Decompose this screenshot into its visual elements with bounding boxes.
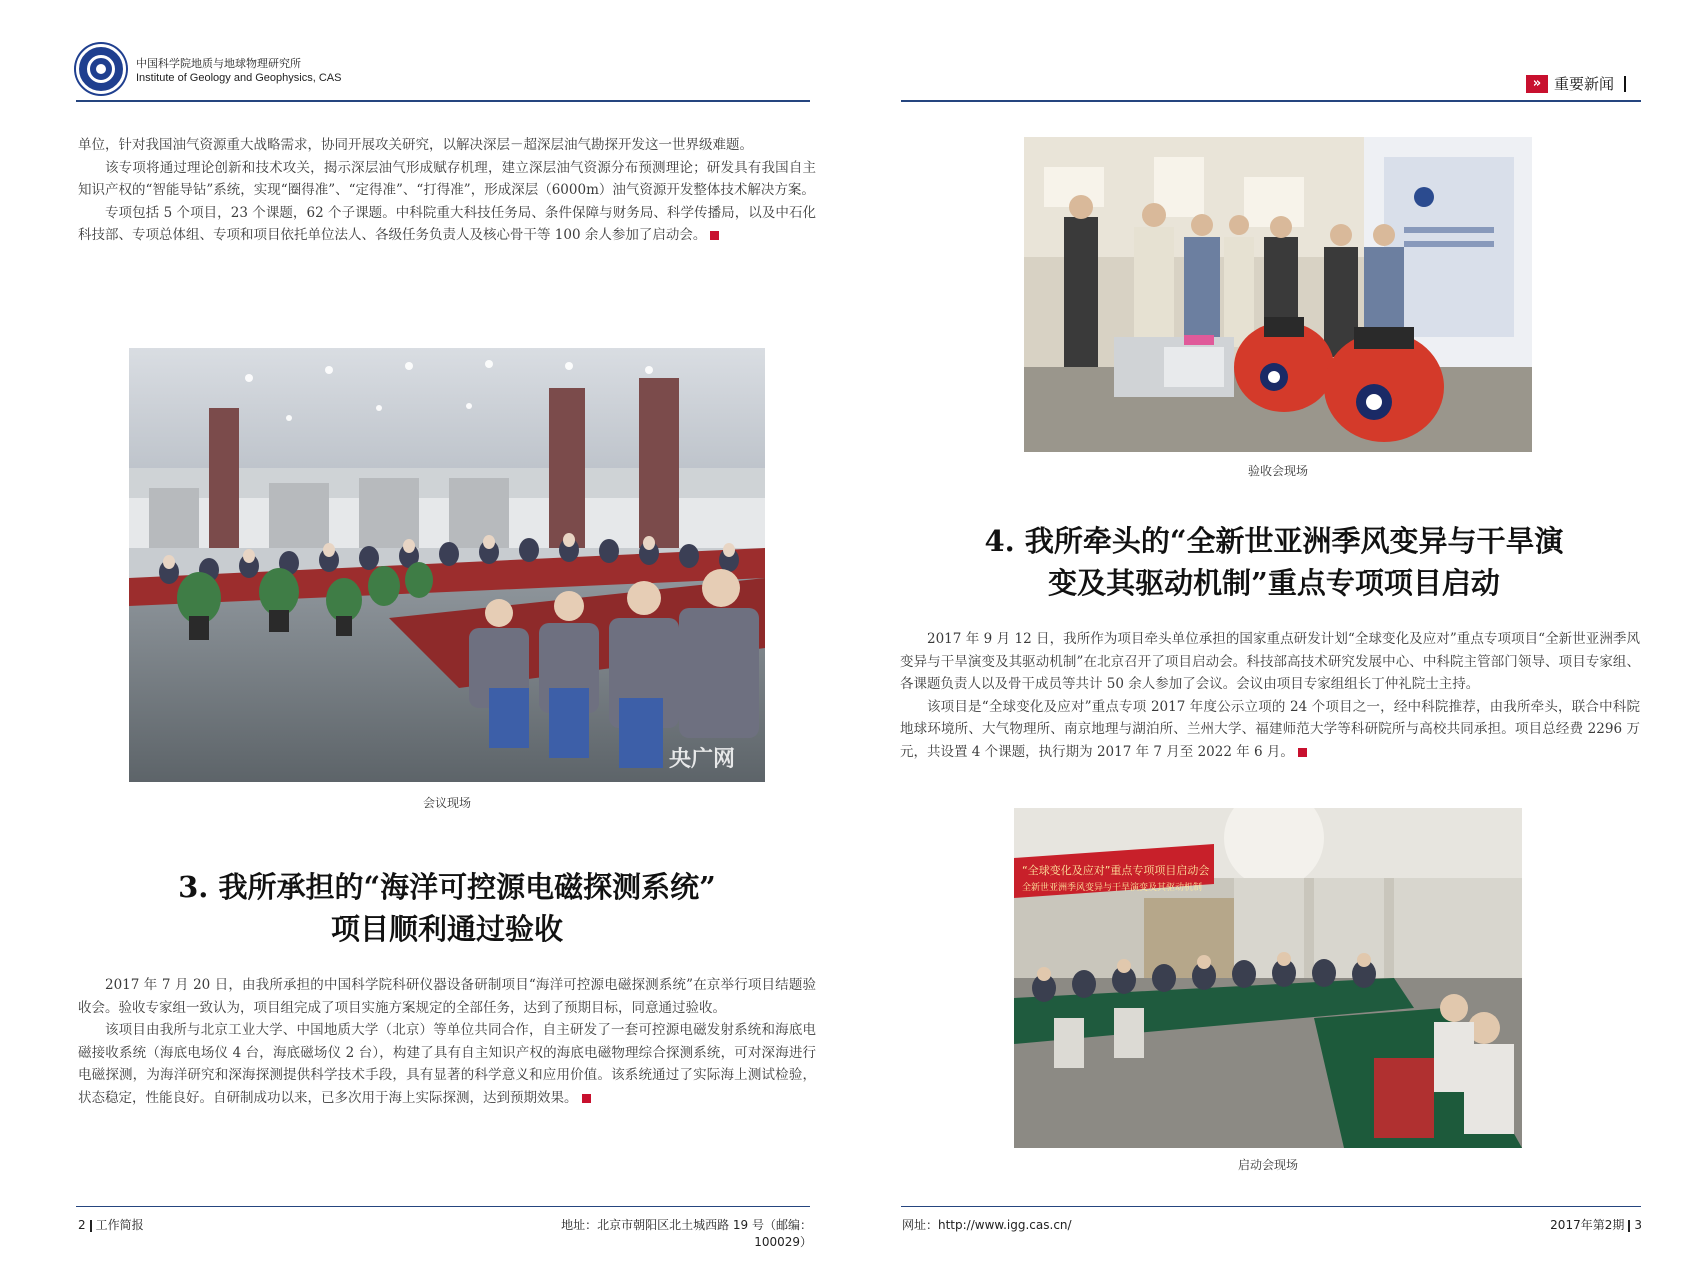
end-mark: [710, 231, 719, 240]
article-4-paragraph-1: 2017 年 9 月 12 日，我所作为项目牵头单位承担的国家重点研发计划“全球变化及应对”重点专项项目“全新世亚洲季风变异与干旱演变及其驱动机制”在北京召开了项目启动会。科技部高技术研究发展中心、中科院主管部门领导、项目专家组、各课题负责人以及骨干成员等共计 50 余人参加了会议。会议由项目专家组组长丁仲礼院士主持。: [900, 631, 1640, 692]
footer-website: 网址：http://www.igg.cas.cn/: [902, 1218, 1072, 1232]
article-3-body: [78, 974, 816, 1109]
section-label: 重要新闻: [1554, 75, 1615, 93]
issue-label: 2017年第2期: [1550, 1218, 1625, 1232]
page-number: 2: [78, 1218, 86, 1232]
footer-address: 地址：北京市朝阳区北土城西路 19 号（邮编：100029）: [561, 1218, 812, 1249]
meeting-photo-caption: 会议现场: [422, 796, 471, 810]
launch-meeting-photo-caption: 启动会现场: [1237, 1158, 1298, 1172]
intro-paragraph-1: 单位，针对我国油气资源重大战略需求，协同开展攻关研究，以解决深层－超深层油气勘探开发这一世界级难题。: [78, 137, 753, 153]
footer-divider: [90, 1220, 92, 1232]
section-divider: [1624, 76, 1626, 92]
meeting-photo: [129, 348, 765, 782]
chevron-right-icon: »: [1526, 75, 1548, 93]
intro-paragraph-3: 专项包括 5 个项目，23 个课题，62 个子课题。中科院重大科技任务局、条件保障与财务局、科学传播局，以及中石化科技部、专项总体组、专项和项目依托单位法人、各级任务负责人及核心骨干等 100 余人参加了启动会。: [78, 204, 816, 243]
article-3-paragraph-1: 2017 年 7 月 20 日，由我所承担的中国科学院科研仪器设备研制项目“海洋可控源电磁探测系统”在京举行项目结题验收会。验收专家组一致认为，项目组完成了项目实施方案规定的全部任务，达到了预期目标，同意通过验收。: [78, 977, 816, 1016]
section-tag: [1526, 73, 1626, 94]
footer-divider: [1628, 1220, 1630, 1232]
article-4-title-line-2: 变及其驱动机制”重点专项项目启动: [1048, 566, 1500, 600]
right-header-rule: [901, 100, 1641, 102]
left-footer-rule: [76, 1206, 810, 1207]
launch-meeting-photo: [1014, 808, 1522, 1148]
right-footer-rule: [901, 1206, 1641, 1207]
banner-line-2: 全新世亚洲季风变异与干旱演变及其驱动机制: [1022, 883, 1203, 893]
article-3-paragraph-2: 该项目由我所与北京工业大学、中国地质大学（北京）等单位共同合作，自主研发了一套可控源电磁发射系统和海底电磁接收系统（海底电场仪 4 台，海底磁场仪 2 台），构建了具有自主知识产权的海底电磁物理综合探测系统，可对深海进行电磁探测，为海洋研究和深海探测提供科学技术手段，具有显著的科学意义和应用价值。该系统通过了实际海上测试检验，状态稳定，性能良好。自研制成功以来，已多次用于海上实际探测，达到预期效果。: [78, 1022, 816, 1106]
intro-text: [78, 134, 816, 247]
acceptance-photo-caption: 验收会现场: [1247, 464, 1308, 478]
page-number: 3: [1634, 1218, 1642, 1232]
article-4-paragraph-2: 该项目是“全球变化及应对”重点专项 2017 年度公示立项的 24 个项目之一，经中科院推荐，由我所牵头，联合中科院地球环境所、大气物理所、南京地理与湖泊所、兰州大学、福建师范大学等科研院所与高校共同承担。项目总经费 2296 万元，共设置 4 个课题，执行期为 2017 年 7 月至 2022 年 6 月。: [900, 698, 1640, 760]
article-4-title: [900, 520, 1648, 604]
article-3-title: [78, 866, 816, 950]
publication-title: 工作简报: [95, 1218, 144, 1232]
left-footer-page: [78, 1216, 144, 1233]
institute-name-en: Institute of Geology and Geophysics, CAS: [136, 72, 342, 84]
article-3-title-line-2: 项目顺利通过验收: [330, 912, 563, 946]
left-header-rule: [76, 100, 810, 102]
institute-name-cn: 中国科学院地质与地球物理研究所: [136, 57, 301, 70]
right-footer-page: [1400, 1216, 1642, 1233]
end-mark: [582, 1094, 591, 1103]
banner-line-1: “全球变化及应对”重点专项项目启动会: [1022, 864, 1210, 877]
acceptance-photo: [1024, 137, 1532, 452]
article-4-body: [900, 628, 1640, 763]
article-4-title-line-1: 4. 我所牵头的“全新世亚洲季风变异与干旱演: [984, 524, 1564, 558]
article-3-title-line-1: 3. 我所承担的“海洋可控源电磁探测系统”: [178, 870, 716, 904]
photo-watermark: 央广网: [669, 747, 736, 772]
intro-paragraph-2: 该专项将通过理论创新和技术攻关，揭示深层油气形成赋存机理，建立深层油气资源分布预测理论；研发具有我国自主知识产权的“智能导钻”系统，实现“圈得准”、“定得准”、“打得准”，形成深层（6000m）油气资源开发整体技术解决方案。: [78, 159, 816, 198]
institute-logo: [76, 44, 126, 94]
end-mark: [1298, 748, 1307, 757]
